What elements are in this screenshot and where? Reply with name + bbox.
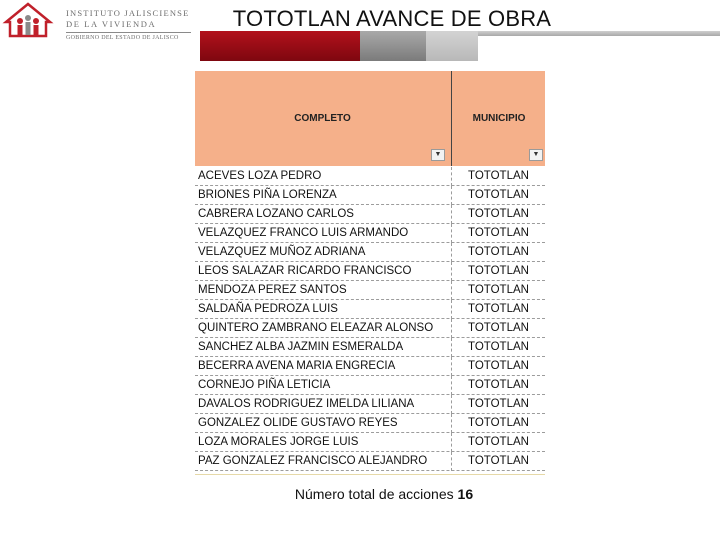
cell-municipio: TOTOTLAN [451,262,545,281]
logo-line-2: DE LA VIVIENDA [66,19,157,29]
table-row [195,338,545,357]
column-header-municipio: MUNICIPIO [451,71,546,166]
table-row [195,319,545,338]
cell-completo: CORNEJO PIÑA LETICIA [198,379,331,391]
table-row [195,243,545,262]
filter-dropdown-icon[interactable]: ▼ [431,149,445,161]
filter-active-icon[interactable]: ▼ [529,149,543,161]
table-row [195,281,545,300]
logo-line-3: GOBIERNO DEL ESTADO DE JALISCO [66,35,179,41]
table-row [195,452,545,471]
column-header-completo: COMPLETO [294,113,351,124]
logo-line-1: INSTITUTO JALISCIENSE [66,8,190,18]
institute-logo [2,2,190,46]
cell-completo: LEOS SALAZAR RICARDO FRANCISCO [198,265,412,277]
table-row [195,414,545,433]
table-row [195,205,545,224]
house-family-icon [2,2,54,46]
cell-completo: ACEVES LOZA PEDRO [198,170,322,182]
table-row [195,357,545,376]
cell-completo: BECERRA AVENA MARIA ENGRECIA [198,360,396,372]
table-body [195,167,545,471]
cell-municipio: TOTOTLAN [451,452,545,471]
cell-municipio: TOTOTLAN [451,414,545,433]
title-bar-red [200,31,360,61]
cell-completo: LOZA MORALES JORGE LUIS [198,436,359,448]
cell-completo: BRIONES PIÑA LORENZA [198,189,337,201]
cell-municipio: TOTOTLAN [451,224,545,243]
title-bar-gray-light [426,31,478,61]
table-row [195,433,545,452]
table-row [195,300,545,319]
cell-municipio: TOTOTLAN [451,395,545,414]
total-actions-caption [200,486,568,502]
cell-municipio: TOTOTLAN [451,167,545,186]
table-row [195,376,545,395]
cell-municipio: TOTOTLAN [451,300,545,319]
cell-completo: SANCHEZ ALBA JAZMIN ESMERALDA [198,341,404,353]
cell-completo: SALDAÑA PEDROZA LUIS [198,303,338,315]
cell-municipio: TOTOTLAN [451,357,545,376]
cell-completo: GONZALEZ OLIDE GUSTAVO REYES [198,417,398,429]
table-row [195,224,545,243]
cell-completo: MENDOZA PEREZ SANTOS [198,284,347,296]
logo-wordmark [66,8,191,41]
page-title: TOTOTLAN AVANCE DE OBRA [232,6,552,31]
cell-municipio: TOTOTLAN [451,243,545,262]
total-actions-count: 16 [457,486,474,502]
cell-completo: VELAZQUEZ MUÑOZ ADRIANA [198,246,366,258]
table-header [195,71,545,166]
cell-completo: DAVALOS RODRIGUEZ IMELDA LILIANA [198,398,415,410]
cell-municipio: TOTOTLAN [451,376,545,395]
cell-completo: QUINTERO ZAMBRANO ELEAZAR ALONSO [198,322,434,334]
cell-municipio: TOTOTLAN [451,433,545,452]
table-row [195,262,545,281]
cell-municipio: TOTOTLAN [451,319,545,338]
cell-municipio: TOTOTLAN [451,338,545,357]
table-row [195,167,545,186]
cell-completo: PAZ GONZALEZ FRANCISCO ALEJANDRO [198,455,428,467]
cell-municipio: TOTOTLAN [451,281,545,300]
cell-municipio: TOTOTLAN [451,205,545,224]
cell-completo: VELAZQUEZ FRANCO LUIS ARMANDO [198,227,409,239]
title-bar-gray-dark [360,31,426,61]
table-row [195,395,545,414]
cell-municipio: TOTOTLAN [451,186,545,205]
cell-completo: CABRERA LOZANO CARLOS [198,208,354,220]
logo-divider [66,32,191,33]
title-bar-line [478,31,720,36]
total-actions-label: Número total de acciones [294,486,454,502]
spreadsheet-table [195,71,545,475]
table-row [195,186,545,205]
